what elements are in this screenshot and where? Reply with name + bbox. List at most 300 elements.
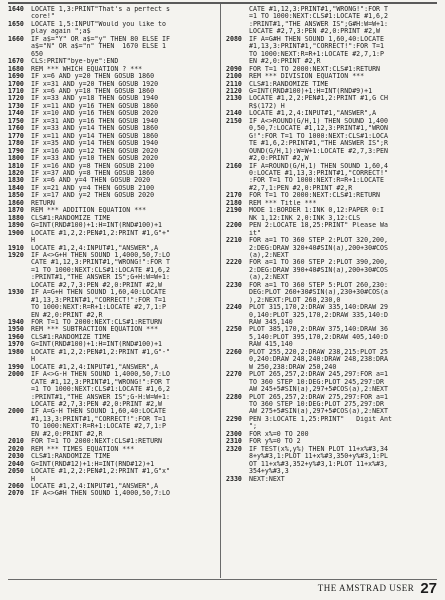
line-number xyxy=(226,245,249,252)
code-line xyxy=(8,356,220,363)
code-line xyxy=(8,88,220,95)
line-number: 2200 xyxy=(226,221,242,230)
code-line xyxy=(226,461,438,468)
code-text: :PRINT#1,"THE ANSWER IS";G-H:W=W+1: xyxy=(31,393,170,401)
line-number: 2070 xyxy=(8,489,24,498)
line-number xyxy=(226,51,249,58)
code-line xyxy=(226,43,438,50)
code-line xyxy=(8,170,220,177)
code-text: CATE #1,12,3:PRINT#1,"WRONG!":FOR T xyxy=(31,259,170,267)
code-text: H xyxy=(31,356,35,364)
code-line xyxy=(8,394,220,401)
code-line xyxy=(8,133,220,140)
code-line xyxy=(226,438,438,445)
line-number xyxy=(226,177,249,184)
code-line xyxy=(8,386,220,393)
code-text: play again ";a$ xyxy=(31,28,91,36)
line-number: 1970 xyxy=(8,340,24,349)
code-text: TO 1000:NEXT:R=R+1:LOCATE #2,7,1:P xyxy=(31,304,166,312)
code-text: :PRINT#1,"THE ANSWER IS";G+H:W=W+1: xyxy=(31,274,170,282)
code-text: #2,7,1:PEN #2,0:PRINT #2,R xyxy=(249,184,353,192)
code-text: :PRINT#1,"THE ANSWER IS";G#H:W=W+1: xyxy=(249,20,388,28)
code-line xyxy=(226,163,438,170)
code-line xyxy=(8,423,220,430)
code-line xyxy=(226,133,438,140)
line-number: 2090 xyxy=(226,64,242,73)
line-number: 2260 xyxy=(226,347,242,356)
code-line xyxy=(8,438,220,445)
line-number: 2080 xyxy=(226,34,242,43)
code-text: IF x=11 AND y=16 THEN GOSUB 1860 xyxy=(31,102,159,110)
code-line xyxy=(8,408,220,415)
line-number xyxy=(8,274,31,281)
line-number: 1700 xyxy=(8,79,24,88)
code-line xyxy=(8,95,220,102)
code-line xyxy=(226,230,438,237)
code-text: IF x=11 AND y=14 THEN GOSUB 1860 xyxy=(31,132,159,140)
code-line xyxy=(8,237,220,244)
code-text: #1,13,3:PRINT#1,"CORRECT!":FOR T=1 xyxy=(31,415,166,423)
code-text: LOCATE #1,2,2:PEN#1,2:PRINT #1,G"+" xyxy=(31,229,170,237)
code-line xyxy=(8,207,220,214)
code-text: IF x=31 AND y=20 THEN GOSUB 1920 xyxy=(31,80,159,88)
code-text: LOCATE 1,3:PRINT"That's a perfect s xyxy=(31,6,170,13)
code-text: =1 TO 1000:NEXT:CLS#1:LOCATE #1,6,2 xyxy=(249,13,388,21)
code-text: G=INT(RND#100)+1:H=INT(RND#9)+1 xyxy=(249,87,373,95)
code-text: IF x=6 AND y=4 THEN GOSUB 2020 xyxy=(31,177,151,185)
line-number: 2110 xyxy=(226,79,242,88)
code-line xyxy=(226,185,438,192)
code-text: CLS#1:RANDOMIZE TIME xyxy=(31,453,111,461)
code-line xyxy=(8,103,220,110)
code-text: PLOT 315,170,2:DRAW 335,140:DRAW 29 xyxy=(249,304,388,312)
code-text: IF x=31 AND y=16 THEN GOSUB 1940 xyxy=(31,117,159,125)
code-text: REM *** ADDITION EQUATION *** xyxy=(31,207,147,215)
code-line xyxy=(8,21,220,28)
code-line xyxy=(8,401,220,408)
code-text: OUND(G/H,1):W=W+1:LOCATE #2,7,3:PEN xyxy=(249,147,388,155)
code-text: FOR a=1 TO 360 STEP 2:PLOT 320,200, xyxy=(249,237,388,245)
code-line xyxy=(8,58,220,65)
line-number xyxy=(226,312,249,319)
code-line xyxy=(226,341,438,348)
code-line xyxy=(226,28,438,35)
code-text: IF x=10 AND y=16 THEN GOSUB 2020 xyxy=(31,110,159,118)
code-text: AW 245+5#SIN(a),297+5#COS(a),2:NEXT xyxy=(249,386,388,394)
code-text: IF x=16 AND y=8 THEN GOSUB 2100 xyxy=(31,162,155,170)
code-text: 2:DEG:DRAW 390+40#SIN(a),200+30#COS xyxy=(249,266,388,274)
line-number: 1770 xyxy=(8,131,24,140)
code-text: CATE #1,12,3:PRINT#1,"WRONG!":FOR T xyxy=(249,6,388,13)
code-line xyxy=(8,416,220,423)
code-text: LOCATE #2,7,3:PEN #2,0:PRINT #2,W xyxy=(31,281,163,289)
line-number xyxy=(226,267,249,274)
code-line xyxy=(226,237,438,244)
line-number: 2320 xyxy=(226,444,242,453)
code-line xyxy=(226,192,438,199)
line-number xyxy=(8,423,31,430)
code-text: PLOT 265,257,2:DRAW 245,297:FOR a=1 xyxy=(249,371,388,379)
code-text: =1 TO 1000:NEXT:CLS#1:LOCATE #1,6,2 xyxy=(31,386,170,394)
code-text: IF x=17 AND y=2 THEN GOSUB 2020 xyxy=(31,192,155,200)
line-number: 1940 xyxy=(8,318,24,327)
code-line xyxy=(226,349,438,356)
top-rule xyxy=(8,2,437,4)
code-text: FOR T=1 TO 2000:NEXT:CLS#1:RETURN xyxy=(31,319,163,327)
line-number: 1960 xyxy=(8,332,24,341)
code-line xyxy=(8,312,220,319)
line-number: 1650 xyxy=(8,19,24,28)
line-number xyxy=(8,304,31,311)
code-line xyxy=(8,43,220,50)
code-line xyxy=(226,148,438,155)
code-line xyxy=(226,125,438,132)
code-line xyxy=(8,319,220,326)
code-line xyxy=(8,155,220,162)
code-line xyxy=(8,431,220,438)
code-line xyxy=(8,461,220,468)
line-number xyxy=(8,267,31,274)
code-text: IF A=G#H THEN SOUND 1,60,40:LOCATE xyxy=(249,35,384,43)
code-text: DEG:PLOT 260+30#SIN(a),230+30#COS(a xyxy=(249,289,388,297)
line-number xyxy=(226,13,249,20)
code-line xyxy=(226,51,438,58)
code-line xyxy=(8,230,220,237)
line-number: 2130 xyxy=(226,94,242,103)
code-text: AW 275+5#SIN(a),297+5#COS(a),2:NEXT xyxy=(249,408,388,416)
line-number: 2300 xyxy=(226,429,242,438)
code-text: "; xyxy=(249,423,257,431)
code-line xyxy=(8,215,220,222)
code-text: TO 1000:NEXT:R=R+1:LOCATE #2,7,1:P xyxy=(249,50,384,58)
code-text: PLOT 255,220,2:DRAW 238,215:PLOT 25 xyxy=(249,348,388,356)
line-number: 1950 xyxy=(8,325,24,334)
code-line xyxy=(8,267,220,274)
line-number: 2050 xyxy=(8,467,24,476)
code-text: RAW 415,140 xyxy=(249,341,293,349)
code-line xyxy=(226,252,438,259)
code-line xyxy=(226,222,438,229)
code-text: FOR x%=0 TO 200 xyxy=(249,430,309,438)
code-text: FOR y%=0 TO 2 xyxy=(249,438,301,446)
code-line xyxy=(226,423,438,430)
line-number: 2280 xyxy=(226,392,242,401)
code-text: PLOT 385,170,2:DRAW 375,140:DRAW 36 xyxy=(249,326,388,334)
code-text: #1,13,3:PRINT#1,"CORRECT!":FOR T=1 xyxy=(31,296,166,304)
code-text: IF x=6 AND y=20 THEN GOSUB 1860 xyxy=(31,73,155,81)
code-text: FOR T=1 TO 2000:NEXT:CLS#1:RETURN xyxy=(249,192,381,200)
code-line xyxy=(226,431,438,438)
code-line xyxy=(226,364,438,371)
code-line xyxy=(226,103,438,110)
code-text: IF x=6 AND y=18 THEN GOSUB 1860 xyxy=(31,87,155,95)
code-line xyxy=(8,483,220,490)
code-text: IF A=G+H THEN SOUND 1,60,40:LOCATE xyxy=(31,289,166,297)
code-text: (a),2:NEXT xyxy=(249,251,289,259)
code-line xyxy=(8,73,220,80)
line-number xyxy=(8,386,31,393)
code-line xyxy=(226,207,438,214)
line-number xyxy=(8,259,31,266)
code-text: LOCATE #1,2,2:PEN#1,2:PRINT #1,G CH xyxy=(249,95,388,103)
code-line xyxy=(226,289,438,296)
code-text: IF x=16 AND y=12 THEN GOSUB 2020 xyxy=(31,147,159,155)
code-line xyxy=(8,13,220,20)
code-line xyxy=(226,282,438,289)
code-text: CATE #1,12,3:PRINT#1,"WRONG!":FOR T xyxy=(31,378,170,386)
code-line xyxy=(8,289,220,296)
code-line xyxy=(8,364,220,371)
line-number: 1850 xyxy=(8,191,24,200)
code-line xyxy=(8,297,220,304)
line-number xyxy=(226,133,249,140)
code-line xyxy=(226,73,438,80)
line-number: 1810 xyxy=(8,161,24,170)
code-line xyxy=(8,28,220,35)
code-line xyxy=(226,371,438,378)
code-line xyxy=(8,66,220,73)
line-number xyxy=(8,43,31,50)
code-text: REM *** Title *** xyxy=(249,199,317,207)
code-text: REM *** WHICH EQUATION ? *** xyxy=(31,65,143,73)
line-number xyxy=(226,453,249,460)
line-number: 1780 xyxy=(8,139,24,148)
code-line xyxy=(8,36,220,43)
code-text: OT 11+x%#3,352+y%#3,1:PLOT 11+x%#3, xyxy=(249,460,388,468)
line-number: 1930 xyxy=(8,288,24,297)
line-number: 1900 xyxy=(8,228,24,237)
code-line xyxy=(8,177,220,184)
code-text: FOR T=1 TO 2000:NEXT:CLS#1:RETURN xyxy=(31,438,163,446)
code-line xyxy=(8,51,220,58)
code-line xyxy=(8,446,220,453)
line-number: 2060 xyxy=(8,482,24,490)
line-number: 1660 xyxy=(8,34,24,43)
line-number xyxy=(8,416,31,423)
code-line xyxy=(8,341,220,348)
code-line xyxy=(8,476,220,483)
code-line xyxy=(8,125,220,132)
line-number: 1710 xyxy=(8,86,24,95)
line-number: 1750 xyxy=(8,116,24,125)
code-line xyxy=(226,401,438,408)
code-line xyxy=(226,58,438,65)
code-text: 650 xyxy=(31,50,43,58)
code-text: IF A<>G-H THEN SOUND 1,4000,50,7:LO xyxy=(31,371,170,379)
code-line xyxy=(226,408,438,415)
code-text: IF A<>G#H THEN SOUND 1,4000,50,7:LO xyxy=(31,490,170,498)
code-text: TO 360 STEP 10:DEG:PLOT 275,297:DR xyxy=(249,401,384,409)
code-line xyxy=(8,274,220,281)
code-line xyxy=(8,453,220,460)
code-text: IF TEST(x%,y%) THEN PLOT 11+x%#3,34 xyxy=(249,445,388,453)
code-text: TO 360 STEP 10:DEG:PLOT 245,297:DR xyxy=(249,378,384,386)
code-line xyxy=(8,468,220,475)
line-number: 2160 xyxy=(226,161,242,170)
code-line xyxy=(226,274,438,281)
line-number: 2240 xyxy=(226,303,242,312)
code-text: IF A<>ROUND(G/H,1) THEN SOUND 1,400 xyxy=(249,117,388,125)
code-line xyxy=(8,140,220,147)
code-text: G=INT(RND#12)+1:H=INT(RND#12)+1 xyxy=(31,460,155,468)
code-line xyxy=(8,326,220,333)
line-number: 1920 xyxy=(8,250,24,259)
code-line xyxy=(226,267,438,274)
code-text: W 250,238:DRAW 250,240 xyxy=(249,363,337,371)
code-line xyxy=(8,259,220,266)
code-line xyxy=(226,95,438,102)
code-line xyxy=(226,177,438,184)
code-line xyxy=(226,110,438,117)
code-line xyxy=(226,304,438,311)
code-line xyxy=(8,245,220,252)
code-line xyxy=(226,297,438,304)
code-line xyxy=(8,118,220,125)
line-number: 1740 xyxy=(8,109,24,118)
line-number: 2140 xyxy=(226,109,242,118)
line-number xyxy=(226,170,249,177)
code-text: NK 1,12:INK 2,0:INK 3,12:CLS xyxy=(249,214,361,222)
line-number: 2290 xyxy=(226,414,242,423)
code-line xyxy=(226,81,438,88)
line-number xyxy=(8,297,31,304)
line-number: 2310 xyxy=(226,437,242,446)
line-number: 2270 xyxy=(226,370,242,379)
line-number: 2210 xyxy=(226,236,242,245)
line-number xyxy=(8,394,31,401)
code-text: G=INT(RND#100)+1:H=INT(RND#100)+1 xyxy=(31,341,163,349)
code-line xyxy=(8,222,220,229)
code-line xyxy=(226,416,438,423)
code-text: IF x=33 AND y=14 THEN GOSUB 1860 xyxy=(31,125,159,133)
code-line xyxy=(226,326,438,333)
code-line xyxy=(226,66,438,73)
line-number: 1640 xyxy=(8,6,24,13)
code-line xyxy=(226,6,438,13)
line-number xyxy=(226,43,249,50)
code-text: FOR a=1 TO 360 STEP 5:PLOT 260,230: xyxy=(249,281,388,289)
code-line xyxy=(226,476,438,483)
code-text: IF A=G-H THEN SOUND 1,60,40:LOCATE xyxy=(31,408,166,416)
code-text: IF a$="Y" OR a$="y" THEN 80 ELSE IF xyxy=(31,35,170,43)
code-line xyxy=(8,371,220,378)
code-text: #1,13,3:PRINT#1,"CORRECT!":FOR T=1 xyxy=(249,43,384,51)
code-text: 0:LOCATE #1,13,3:PRINT#1,"CORRECT!" xyxy=(249,169,388,177)
line-number xyxy=(226,356,249,363)
code-text: 5,140:PLOT 395,170,2:DRAW 405,140:D xyxy=(249,333,388,341)
code-line xyxy=(226,468,438,475)
code-text: FOR T=1 TO 2000:NEXT:CLS#1:RETURN xyxy=(249,65,381,73)
code-text: RAW 345,140 xyxy=(249,319,293,327)
code-text: LOCATE #2,7,3:PEN #2,0:PRINT #2,W xyxy=(249,28,381,36)
code-text: core!" xyxy=(31,13,55,21)
code-text: REM *** TIMES EQUATION *** xyxy=(31,445,135,453)
code-text: TE #1,6,2:PRINT#1,"THE ANSWER IS";R xyxy=(249,140,388,148)
code-line xyxy=(226,215,438,222)
line-number: 2010 xyxy=(8,437,24,446)
code-text: LOCATE #1,2,4:INPUT#1,"ANSWER",A xyxy=(31,244,159,252)
code-line xyxy=(8,490,220,497)
code-line xyxy=(8,110,220,117)
code-line xyxy=(226,118,438,125)
line-number: 1840 xyxy=(8,183,24,192)
line-number: 1820 xyxy=(8,168,24,177)
code-text: CLS#1:RANDOMIZE TIME xyxy=(249,80,329,88)
code-text: IF x=33 AND y=10 THEN GOSUB 2020 xyxy=(31,155,159,163)
listing-column-left xyxy=(8,6,220,576)
line-number: 2120 xyxy=(226,86,242,95)
column-divider xyxy=(220,4,221,578)
line-number: 2230 xyxy=(226,280,242,289)
code-text: IF x=33 AND y=18 THEN GOSUB 1940 xyxy=(31,95,159,103)
code-text: #2,0:PRINT #2,W xyxy=(249,155,309,163)
code-text: TO 1000:NEXT:R=R+1:LOCATE #2,7,1:P xyxy=(31,423,166,431)
code-line xyxy=(8,200,220,207)
code-line xyxy=(226,140,438,147)
code-text: LOCATE #1,2,4:INPUT#1,"ANSWER",A xyxy=(31,363,159,371)
line-number xyxy=(226,379,249,386)
code-line xyxy=(8,304,220,311)
line-number: 1680 xyxy=(8,64,24,73)
line-number: 2040 xyxy=(8,459,24,468)
code-text: R$(172) H xyxy=(249,102,285,110)
line-number: 1830 xyxy=(8,176,24,185)
listing-column-right xyxy=(226,6,438,576)
code-text: IF A<>G+H THEN SOUND 1,4000,50,7:LO xyxy=(31,251,170,259)
code-line xyxy=(8,349,220,356)
line-number: 2170 xyxy=(226,191,242,200)
code-text: LOCATE 1,5:INPUT"Would you like to xyxy=(31,20,166,28)
code-line xyxy=(226,394,438,401)
code-text: LOCATE #2,7,3:PEN #2,0:PRINT #2,W xyxy=(31,401,163,409)
code-text: it" xyxy=(249,229,261,237)
line-number: 1730 xyxy=(8,101,24,110)
line-number xyxy=(226,401,249,408)
code-text: FOR a=1 TO 360 STEP 2:PLOT 390,200, xyxy=(249,259,388,267)
line-number: 1720 xyxy=(8,94,24,103)
line-number: 1910 xyxy=(8,243,24,252)
code-line xyxy=(226,13,438,20)
code-text: 0,140:PLOT 325,170,2:DRAW 335,140:D xyxy=(249,311,388,319)
code-text: IF x=21 AND y=4 THEN GOSUB 2100 xyxy=(31,184,155,192)
code-line xyxy=(226,155,438,162)
code-text: H xyxy=(31,237,35,245)
line-number: 1990 xyxy=(8,362,24,371)
line-number xyxy=(226,6,249,13)
code-line xyxy=(226,446,438,453)
code-text: LOCATE #1,2,2:PEN#1,2:PRINT #1,G"-" xyxy=(31,348,170,356)
line-number: 1690 xyxy=(8,72,24,81)
code-text: MODE 1:BORDER 1:INK 0,12:PAPER 0:I xyxy=(249,207,384,215)
code-text: G!":FOR T=1 TO 1000:NEXT:CLS#1:LOCA xyxy=(249,132,388,140)
line-number: 1890 xyxy=(8,221,24,230)
code-text: :FOR T=1 TO 1000:NEXT:R=R+1:LOCATE xyxy=(249,177,384,185)
line-number xyxy=(226,461,249,468)
line-number: 2150 xyxy=(226,116,242,125)
code-text: =1 TO 1000:NEXT:CLS#1:LOCATE #1,6,2 xyxy=(31,266,170,274)
line-number: 1860 xyxy=(8,198,24,207)
code-text: LOCATE #1,2,4:INPUT#1,"ANSWER",A xyxy=(249,110,377,118)
code-text: IF x=35 AND y=14 THEN GOSUB 1940 xyxy=(31,140,159,148)
code-line xyxy=(226,379,438,386)
code-line xyxy=(8,192,220,199)
code-text: CLS:PRINT"bye-bye":END xyxy=(31,58,119,66)
code-text: a$="N" OR a$="n" THEN 1670 ELSE 1 xyxy=(31,43,166,51)
line-number: 1800 xyxy=(8,154,24,163)
code-line xyxy=(8,6,220,13)
code-line xyxy=(226,453,438,460)
code-text: 8+y%#3,1:PLOT 11+x%#3,350+y%#3,1:PL xyxy=(249,453,388,461)
